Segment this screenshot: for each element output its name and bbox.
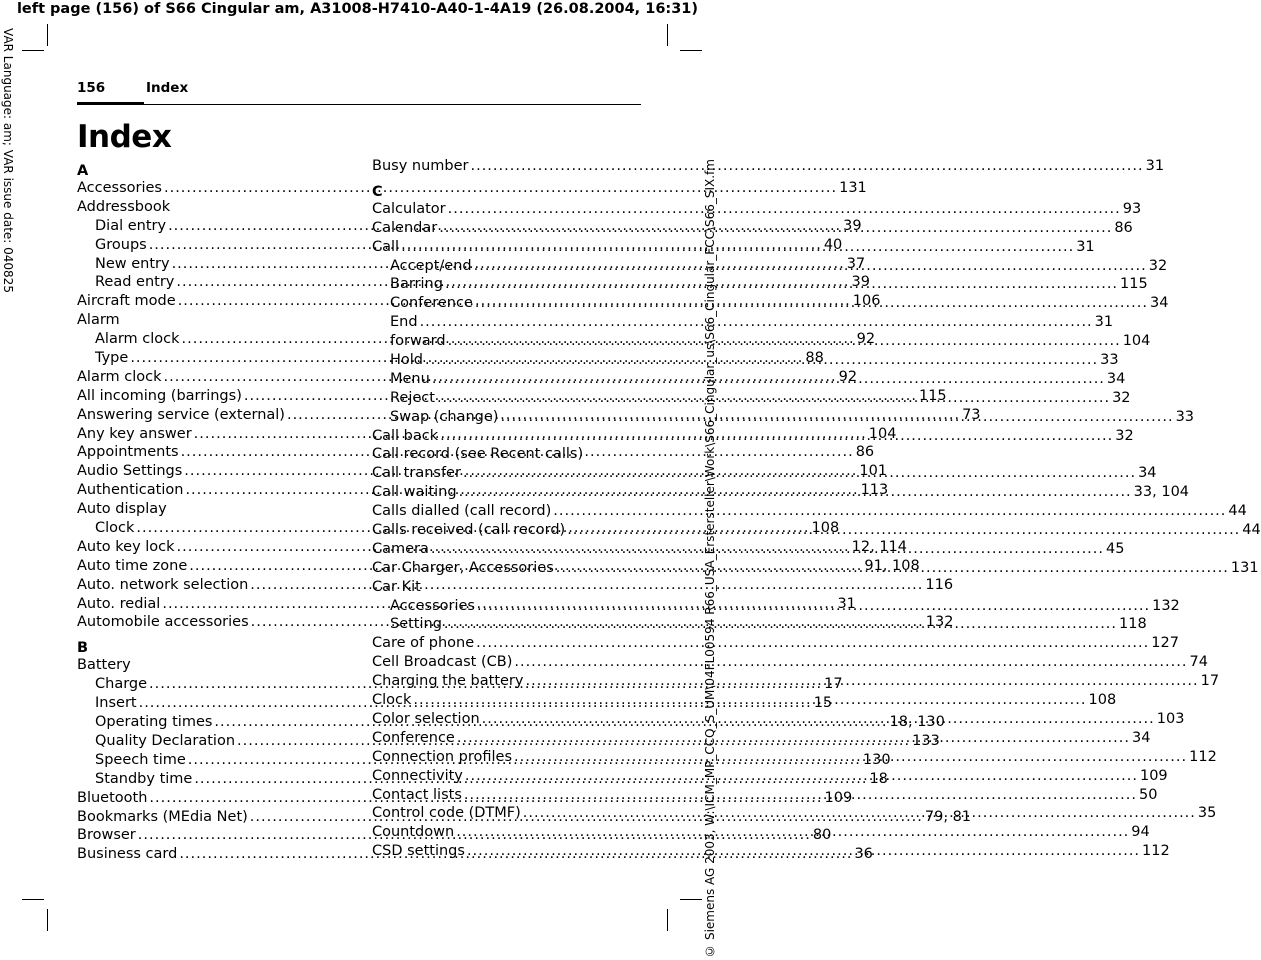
index-term: Business card [77, 846, 178, 863]
index-term: Countdown [372, 824, 455, 841]
crop-mark [667, 24, 668, 46]
index-term: Authentication [77, 482, 184, 499]
index-term: Audio Settings [77, 463, 183, 480]
page-reference: 40 [823, 236, 843, 253]
index-term: Menu [390, 370, 430, 387]
page-reference: 133 [912, 732, 940, 749]
page-reference: 104 [868, 425, 897, 442]
dot-leader [445, 275, 1118, 294]
index-entry [372, 502, 1247, 521]
crop-mark [47, 909, 48, 931]
dot-leader [465, 767, 1138, 786]
crop-mark [680, 899, 702, 900]
index-term: Auto display [77, 501, 167, 518]
page-reference: 115 [918, 387, 947, 404]
running-header: Index [146, 80, 189, 96]
index-term: Appointments [77, 444, 179, 461]
page-reference: 94 [1131, 824, 1150, 841]
page-reference: 17 [1200, 673, 1220, 690]
index-term: Control code (DTMF) [372, 805, 521, 822]
index-term: Auto time zone [77, 557, 188, 574]
index-term: Call waiting [372, 484, 457, 501]
index-letter-heading: B [77, 640, 89, 657]
page-reference: 33 [1100, 352, 1119, 369]
dot-leader [482, 710, 1155, 729]
index-term: End [390, 314, 418, 331]
dot-leader [401, 238, 1074, 257]
index-term: Auto. redial [77, 595, 161, 612]
page-reference: 35 [1197, 805, 1217, 822]
page-reference: 15 [813, 695, 833, 712]
page-reference: 86 [1114, 219, 1133, 236]
index-term: Quality Declaration [95, 732, 236, 749]
page-reference: 18, 130 [889, 714, 945, 731]
index-term: Swap (change) [390, 408, 499, 425]
page-reference: 39 [843, 217, 862, 234]
index-group-heading [77, 656, 342, 675]
page-reference: 50 [1138, 786, 1158, 803]
index-term: Alarm clock [95, 331, 180, 348]
index-letter-heading: C [372, 183, 383, 200]
dot-leader [448, 200, 1121, 219]
index-term: Connectivity [372, 767, 463, 784]
page-reference: 118 [1119, 616, 1147, 633]
index-entry [372, 634, 1179, 653]
index-term: Bookmarks (MEdia Net) [77, 808, 248, 825]
dot-leader [439, 219, 1112, 238]
index-term: Color selection [372, 710, 480, 727]
dot-leader [457, 729, 1130, 748]
page-reference: 127 [1151, 635, 1179, 652]
index-term: Battery [77, 657, 131, 674]
page-reference: 37 [846, 255, 866, 272]
crop-mark [22, 899, 44, 900]
page-reference: 32 [1148, 257, 1168, 274]
page-reference: 12, 114 [851, 538, 908, 555]
crop-mark [680, 50, 702, 51]
index-term: Standby time [95, 770, 193, 787]
index-term: Groups [95, 236, 147, 253]
crop-mark [667, 909, 668, 931]
index-group-heading [372, 445, 637, 464]
file-path-note: © Siemens AG 2003, W:\ICM_MP_CCQ_S_UM\04FL00594 R66_USA_Erstersteller\Work\S66_Cingular_us\S66_Cingular_FCC\S66_SIX.fm [703, 159, 717, 958]
index-term: Conference [372, 729, 455, 746]
index-term: Car Kit [372, 578, 421, 595]
page-reference: 73 [962, 406, 981, 423]
index-term: Answering service (external) [77, 406, 285, 423]
index-group-heading [77, 311, 342, 330]
index-term: Auto key lock [77, 538, 175, 555]
index-term: Call record (see Recent calls) [372, 446, 584, 463]
page-reference: 31 [1094, 314, 1114, 331]
index-term: Clock [372, 692, 412, 709]
index-term: Reject [390, 389, 435, 406]
page-reference: 32 [1112, 389, 1131, 406]
index-term: Clock [95, 520, 135, 537]
index-term: All incoming (barrings) [77, 387, 242, 404]
index-term: Operating times [95, 714, 213, 731]
page-reference: 106 [852, 293, 881, 310]
index-term: Accessories [390, 597, 475, 614]
page-reference: 33, 104 [1133, 484, 1190, 501]
crop-mark [47, 24, 48, 46]
index-term: Hold [390, 352, 424, 369]
index-term: Setting [390, 616, 442, 633]
index-term: Alarm clock [77, 368, 162, 385]
page-reference: 32 [1115, 427, 1134, 444]
index-entry [77, 179, 867, 198]
index-term: Speech time [95, 751, 186, 768]
index-term: Auto. network selection [77, 576, 249, 593]
index-term: Call transfer [372, 465, 461, 482]
index-term: Car Charger, Accessories [372, 559, 554, 576]
index-group-heading [372, 578, 637, 597]
index-term: Read entry [95, 274, 175, 291]
dot-leader [476, 634, 1149, 653]
page-reference: 108 [811, 520, 840, 537]
dot-leader [432, 370, 1105, 389]
dot-leader [420, 313, 1093, 332]
index-term: Camera [372, 540, 429, 557]
page-reference: 112 [1142, 843, 1170, 860]
index-term: New entry [95, 255, 170, 272]
page-reference: 131 [839, 180, 867, 196]
page-reference: 18 [869, 770, 888, 787]
dot-leader [477, 597, 1150, 616]
index-term: Charge [95, 676, 148, 693]
index-term: Browser [77, 827, 136, 844]
index-term: Dial entry [95, 217, 167, 234]
dot-leader [440, 427, 1113, 446]
print-job-line: left page (156) of S66 Cingular am, A31008-H7410-A40-1-4A19 (26.08.2004, 16:31) [16, 1, 699, 17]
page-reference: 17 [824, 676, 843, 693]
page-reference: 132 [1152, 597, 1180, 614]
page-reference: 112 [1189, 748, 1217, 765]
index-term: CSD settings [372, 843, 465, 860]
page-reference: 101 [859, 463, 888, 480]
page-title: Index [77, 119, 172, 155]
page-reference: 91, 108 [864, 557, 920, 574]
dot-leader [475, 294, 1148, 313]
page-reference: 31 [1145, 158, 1165, 174]
dot-leader [437, 389, 1110, 408]
dot-leader [463, 464, 1136, 483]
page-reference: 113 [860, 482, 889, 499]
dot-leader [448, 332, 1121, 351]
index-term: Connection profiles [372, 748, 513, 765]
index-term: Aircraft mode [77, 293, 176, 310]
dot-leader [523, 804, 1196, 823]
page-reference: 31 [1076, 238, 1095, 255]
index-letter-heading: A [77, 163, 89, 179]
index-term: Calls dialled (call record) [372, 503, 552, 520]
page-reference: 86 [855, 444, 875, 461]
page-number: 156 [77, 80, 106, 96]
page-reference: 92 [856, 331, 876, 348]
page-reference: 104 [1122, 333, 1151, 350]
index-group-heading [77, 198, 342, 217]
index-term: Type [95, 350, 129, 367]
var-language-note: VAR Language: am; VAR issue date: 040825 [1, 28, 15, 293]
dot-leader [444, 615, 1117, 634]
index-term: Accept/end [390, 257, 472, 274]
page-reference: 131 [1230, 559, 1259, 576]
index-term: Contact lists [372, 786, 462, 803]
page-reference: 93 [1122, 200, 1142, 217]
dot-leader [556, 559, 1229, 578]
dot-leader [474, 257, 1147, 276]
index-term: Alarm [77, 312, 120, 329]
page-reference: 130 [862, 751, 891, 768]
index-term: Conference [390, 295, 473, 312]
page-reference: 109 [824, 789, 853, 806]
index-term: Care of phone [372, 635, 475, 652]
page-reference: 108 [1088, 692, 1117, 709]
page-reference: 34 [1131, 729, 1151, 746]
dot-leader [425, 351, 1098, 370]
page-reference: 115 [1120, 276, 1148, 293]
page-reference: 132 [925, 614, 954, 631]
crop-mark [22, 50, 44, 51]
index-term: Barring [390, 276, 443, 293]
page-reference: 74 [1189, 654, 1208, 671]
index-term: Busy number [372, 158, 469, 174]
index-entry [372, 653, 1208, 672]
page-reference: 109 [1139, 767, 1168, 784]
index-term: Cell Broadcast (CB) [372, 654, 513, 671]
page-reference: 92 [838, 368, 858, 385]
index-entry [372, 672, 1220, 691]
dot-leader [456, 823, 1129, 842]
page-reference: 34 [1106, 370, 1126, 387]
page-reference: 116 [925, 576, 954, 593]
page-reference: 34 [1149, 295, 1169, 312]
dot-leader [514, 653, 1187, 672]
page-reference: 45 [1106, 540, 1125, 557]
page-reference: 36 [854, 846, 873, 863]
index-term: Accessories [77, 180, 162, 196]
page-reference: 44 [1242, 522, 1261, 539]
page-reference: 31 [837, 595, 856, 612]
page-reference: 33 [1175, 408, 1195, 425]
index-term: forward [390, 333, 446, 350]
index-group-heading [77, 500, 342, 519]
dot-leader [431, 540, 1104, 559]
dot-leader [567, 521, 1240, 540]
index-subentry [372, 313, 1114, 332]
index-term: Automobile accessories [77, 614, 249, 631]
index-entry [372, 200, 1142, 219]
dot-leader [553, 502, 1226, 521]
index-term: Addressbook [77, 198, 171, 215]
dot-leader [467, 842, 1140, 861]
page-reference: 34 [1138, 465, 1157, 482]
index-term: Calls received (call record) [372, 522, 566, 539]
index-term: Charging the battery [372, 673, 524, 690]
dot-leader [525, 672, 1198, 691]
page-reference: 80 [812, 827, 832, 844]
index-term: Any key answer [77, 425, 192, 442]
page-reference: 44 [1228, 503, 1247, 520]
index-term: Calculator [372, 200, 446, 217]
page-reference: 39 [851, 274, 870, 291]
index-term: Bluetooth [77, 789, 148, 806]
dot-leader [464, 786, 1137, 805]
page-reference: 88 [805, 350, 824, 367]
dot-leader [413, 691, 1086, 710]
index-term: Insert [95, 695, 137, 712]
page-reference: 103 [1156, 710, 1185, 727]
dot-leader [500, 408, 1173, 427]
index-term: Call back [372, 427, 439, 444]
index-entry [372, 157, 1165, 176]
dot-leader [514, 748, 1187, 767]
index-term: Calendar [372, 219, 438, 236]
dot-leader [470, 157, 1143, 176]
page-reference: 79, 81 [924, 808, 972, 825]
index-term: Call [372, 238, 400, 255]
dot-leader [459, 483, 1132, 502]
header-rule [77, 104, 641, 105]
